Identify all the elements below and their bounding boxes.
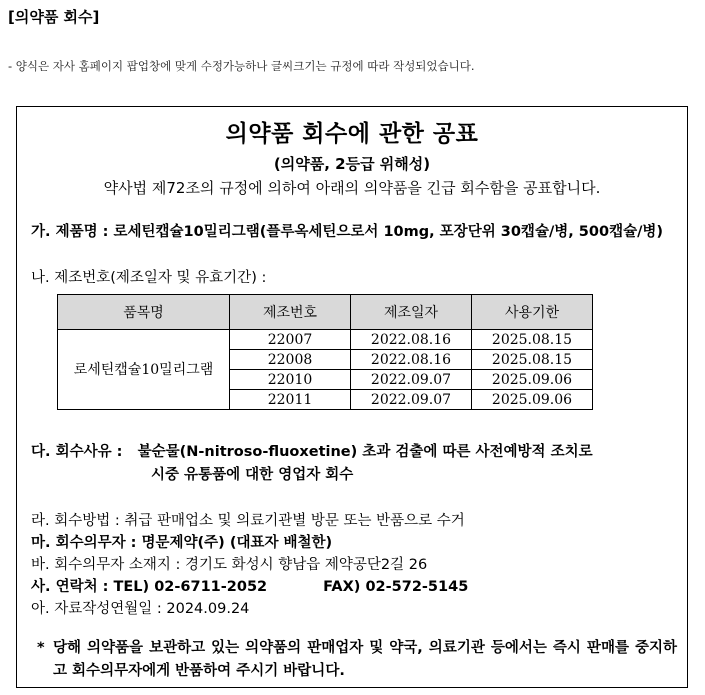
lot-number-cell: 22010 bbox=[230, 370, 351, 390]
expiry-date-cell: 2025.08.15 bbox=[472, 350, 593, 370]
product-line bbox=[31, 220, 663, 241]
date-line: 아. 자료작성연월일 : 2024.09.24 bbox=[31, 601, 250, 617]
notice-title: 의약품 회수에 관한 공표 bbox=[225, 121, 479, 147]
fax-text: FAX) 02-572-5145 bbox=[323, 579, 469, 595]
expiry-date-cell: 2025.09.06 bbox=[472, 370, 593, 390]
mfg-date-cell: 2022.09.07 bbox=[351, 390, 472, 410]
mfg-date-cell: 2022.08.16 bbox=[351, 330, 472, 350]
table-header-row bbox=[58, 295, 593, 330]
format-note: - 양식은 자사 홈페이지 팝업창에 맞게 수정가능하나 글씨크기는 규정에 따라 작성되었습니다. bbox=[8, 59, 475, 73]
product-value: 로세틴캡슐10밀리그램(플루옥세틴으로서 10mg, 포장단위 30캡슐/병, 500캡슐/병) bbox=[113, 224, 664, 240]
notice-subtitle: (의약품, 2등급 위해성) bbox=[273, 155, 431, 173]
address-line: 바. 회수의무자 소재지 : 경기도 화성시 향남읍 제약공단2길 26 bbox=[31, 557, 428, 573]
method-line: 라. 회수방법 : 취급 판매업소 및 의료기관별 방문 또는 반품으로 수거 bbox=[31, 513, 465, 529]
table-header: 품목명 bbox=[58, 295, 230, 330]
expiry-date-cell: 2025.08.15 bbox=[472, 330, 593, 350]
lot-number-cell: 22008 bbox=[230, 350, 351, 370]
phone-text: 사. 연락처 : TEL) 02-6711-2052 bbox=[31, 579, 268, 595]
reason-text-2: 시중 유통품에 대한 영업자 회수 bbox=[151, 467, 354, 483]
reason-line bbox=[31, 440, 593, 461]
mfg-date-cell: 2022.09.07 bbox=[351, 370, 472, 390]
reason-text-1: 불순물(N-nitroso-fluoxetine) 초과 검출에 따른 사전예방적 조치로 bbox=[137, 444, 593, 460]
lot-number-cell: 22007 bbox=[230, 330, 351, 350]
product-name-cell: 로세틴캡슐10밀리그램 bbox=[58, 330, 230, 410]
obligor-line: 마. 회수의무자 : 명문제약(주) (대표자 배철한) bbox=[31, 535, 333, 551]
footer-asterisk: * bbox=[37, 640, 45, 656]
notice-intro: 약사법 제72조의 규정에 의하여 아래의 의약품을 긴급 회수함을 공표합니다. bbox=[103, 179, 601, 197]
reason-label: 다. 회수사유 : bbox=[31, 444, 123, 460]
lot-table bbox=[57, 294, 593, 410]
table-row bbox=[58, 330, 593, 350]
contact-line bbox=[31, 575, 468, 596]
lot-number-cell: 22011 bbox=[230, 390, 351, 410]
table-header: 사용기한 bbox=[472, 295, 593, 330]
table-header: 제조일자 bbox=[351, 295, 472, 330]
footer-text: 당해 의약품을 보관하고 있는 의약품의 판매업자 및 약국, 의료기관 등에서는 즉시 판매를 중지하고 회수의무자에게 반품하여 주시기 바랍니다. bbox=[53, 640, 677, 679]
product-label: 가. 제품명 : bbox=[31, 224, 114, 240]
recall-notice-box bbox=[16, 106, 688, 688]
lot-label: 나. 제조번호(제조일자 및 유효기간) : bbox=[31, 270, 267, 286]
mfg-date-cell: 2022.08.16 bbox=[351, 350, 472, 370]
table-header: 제조번호 bbox=[230, 295, 351, 330]
section-header: [의약품 회수] bbox=[8, 8, 100, 26]
expiry-date-cell: 2025.09.06 bbox=[472, 390, 593, 410]
footer-notice bbox=[37, 637, 677, 683]
